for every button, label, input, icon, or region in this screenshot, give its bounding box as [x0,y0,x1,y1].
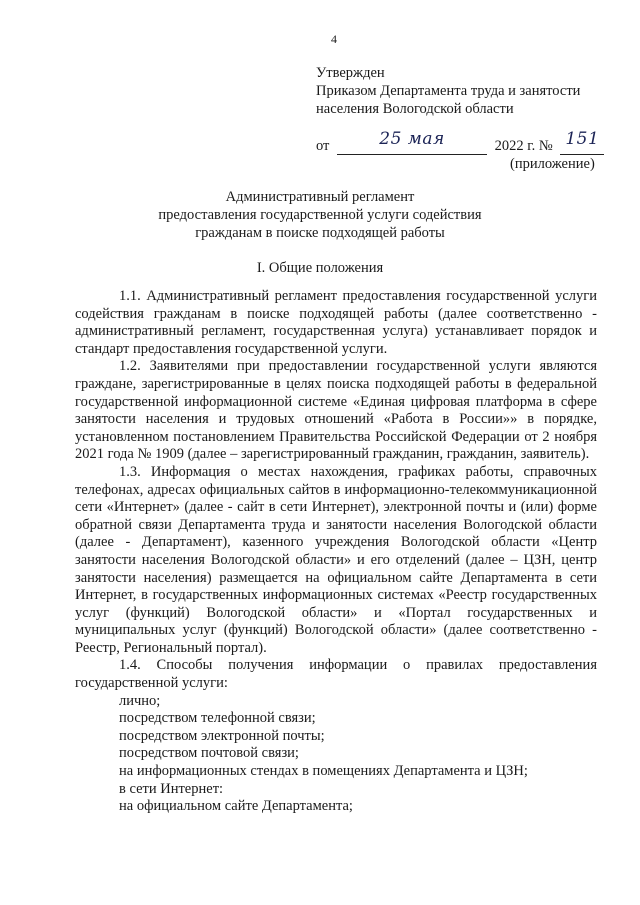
page-number: 4 [331,32,337,46]
document-title [0,188,640,242]
approval-block [316,64,580,118]
list-item: посредством телефонной связи; [119,710,316,727]
paragraph-1-3: 1.3. Информация о местах нахождения, графиках работы, справочных телефонах, адресах официальных сайтов в информационно-телекоммуникационной сети «Интернет» (далее - сайт в сети Интернет), электронной почты и (или) форме обратной связи Департамента труда и занятости населения Вологодской области (далее - Департамент), казенного учреждения Вологодской области «Центр занятости населения Вологодской области» и его отделений (далее – ЦЗН, центр занятости населения) размещается на официальном сайте Департамента в сети Интернет, в государственных информационных системах «Реестр государственных услуг (функций) Вологодской области» и «Портал государственных и муниципальных услуг (функций) Вологодской области» (далее соответственно - Реестр, Региональный портал). [75,463,597,656]
section-heading: I. Общие положения [256,260,384,276]
title-line-2: предоставления государственной услуги содействия [158,207,482,223]
title-line-1: Административный регламент [225,189,415,205]
paragraph-1-1: 1.1. Административный регламент предоставления государственной услуги содействия гражданам в поиске подходящей работы (далее соответственно - административный регламент, государственная услуга) устанавливает порядок и стандарт предоставления государственной услуги. [75,288,597,357]
handwritten-order-number: 151 [565,129,600,149]
from-label: от [316,138,330,154]
date-field [337,129,487,155]
title-line-3: гражданам в поиске подходящей работы [195,225,445,241]
document-body [75,288,597,816]
list-item: посредством электронной почты; [119,727,325,744]
approval-line-region: населения Вологодской области [316,101,514,117]
list-item: в сети Интернет: [119,780,224,797]
paragraph-1-4: 1.4. Способы получения информации о правилах предоставления государственной услуги: [75,657,597,692]
approval-line-order: Приказом Департамента труда и занятости [316,83,581,99]
order-number-field [560,129,604,155]
date-number-line [316,129,606,155]
list-item: лично; [119,692,161,709]
year-number-label: 2022 г. № [494,138,553,154]
list-item: посредством почтовой связи; [119,745,299,762]
paragraph-1-2: 1.2. Заявителями при предоставлении государственной услуги являются граждане, зарегистрированные в целях поиска подходящей работы в федеральной государственной информационной системе «Единая цифровая платформа в сфере занятости населения и трудовых отношений «Работа в России»» в порядке, установленном постановлением Правительства Российской Федерации от 2 ноября 2021 года № 1909 (далее – зарегистрированный гражданин, гражданин, заявитель). [75,358,597,463]
handwritten-date: 25 мая [379,129,445,149]
attachment-note: (приложение) [510,156,595,172]
list-item: на официальном сайте Департамента; [119,798,353,815]
approval-line-approved: Утвержден [316,65,385,81]
list-item: на информационных стендах в помещениях Департамента и ЦЗН; [119,763,528,780]
